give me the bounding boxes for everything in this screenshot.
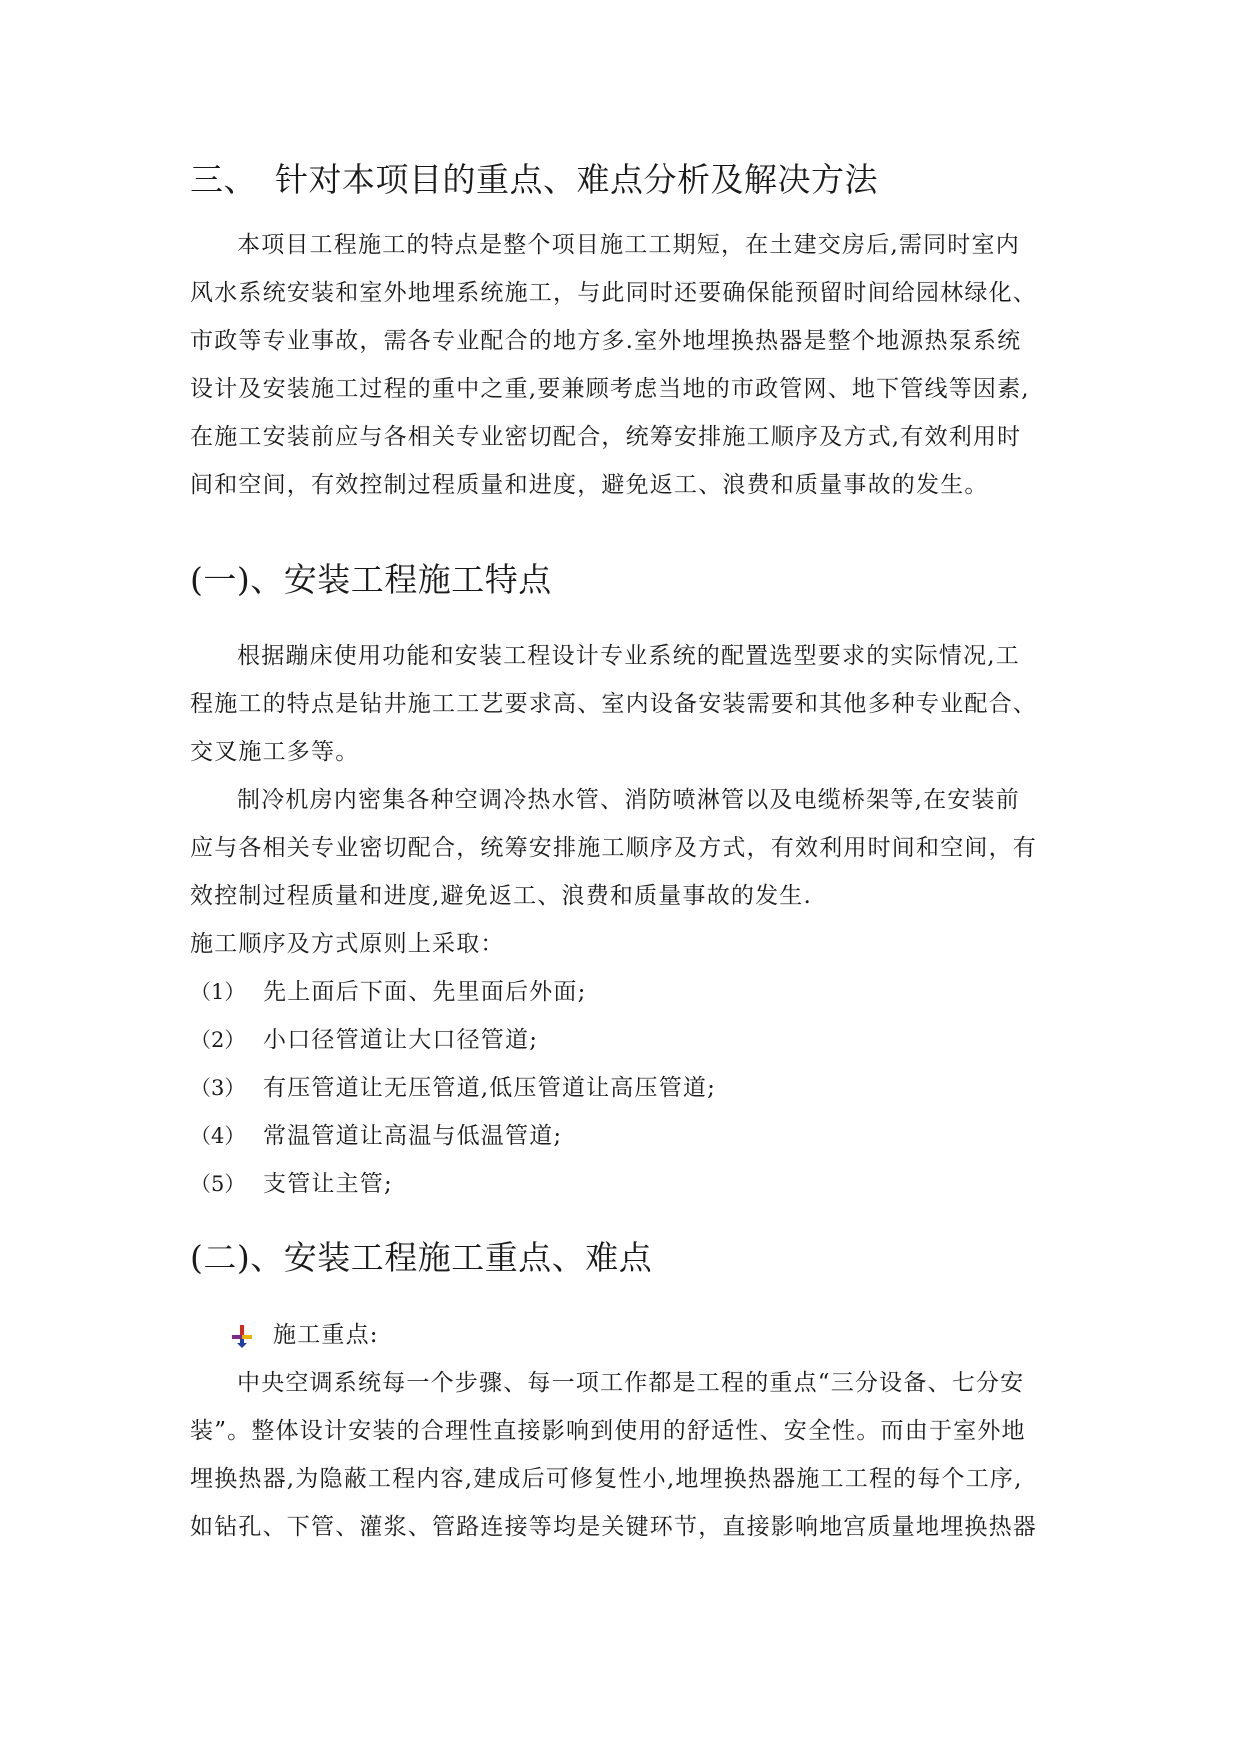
- list-item-number: （2）: [190, 1028, 246, 1052]
- subsection-title-1: (一)、安装工程施工特点: [190, 560, 552, 599]
- list-item-text: 小口径管道让大口径管道;: [263, 1027, 539, 1053]
- intro-line: 间和空间，有效控制过程质量和进度，避免返工、浪费和质量事故的发生。: [190, 472, 989, 498]
- intro-line: 风水系统安装和室外地埋系统施工，与此同时还要确保能预留时间给园林绿化、: [190, 280, 1037, 306]
- list-item-number: （1）: [190, 980, 246, 1004]
- machine-room-line: 效控制过程质量和进度,避免返工、浪费和质量事故的发生.: [190, 883, 813, 909]
- machine-room-line: 应与各相关专业密切配合，统筹安排施工顺序及方式，有效利用时间和空间，有: [190, 835, 1037, 861]
- subsection-title-2: (二)、安装工程施工重点、难点: [190, 1238, 653, 1277]
- features-line: 交叉施工多等。: [190, 739, 360, 765]
- intro-line: 本项目工程施工的特点是整个项目施工工期短，在土建交房后,需同时室内: [237, 232, 1020, 258]
- section-title-text: 针对本项目的重点、难点分析及解决方法: [275, 160, 878, 199]
- list-item-number: （5）: [190, 1172, 246, 1196]
- list-item-text: 常温管道让高温与低温管道;: [263, 1123, 563, 1149]
- key-points-line: 中央空调系统每一个步骤、每一项工作都是工程的重点“三分设备、七分安: [237, 1370, 1025, 1396]
- key-points-line: 如钻孔、下管、灌浆、管路连接等均是关键环节，直接影响地宫质量地埋换热器: [190, 1514, 1037, 1540]
- bullet-label: 施工重点:: [273, 1322, 379, 1348]
- list-item-number: （4）: [190, 1124, 246, 1148]
- key-points-line: 装”。整体设计安装的合理性直接影响到使用的舒适性、安全性。而由于室外地: [190, 1418, 1026, 1444]
- list-item-text: 先上面后下面、先里面后外面;: [263, 979, 587, 1005]
- list-item-number: （3）: [190, 1076, 246, 1100]
- intro-line: 在施工安装前应与各相关专业密切配合，统筹安排施工顺序及方式,有效利用时: [190, 424, 1022, 450]
- list-item-text: 支管让主管;: [263, 1171, 393, 1197]
- intro-line: 市政等专业事故，需各专业配合的地方多.室外地埋换热器是整个地源热泵系统: [190, 328, 1022, 354]
- features-line: 程施工的特点是钻井施工工艺要求高、室内设备安装需要和其他多种专业配合、: [190, 691, 1037, 717]
- intro-line: 设计及安装施工过程的重中之重,要兼顾考虑当地的市政管网、地下管线等因素,: [190, 376, 1030, 402]
- list-item-text: 有压管道让无压管道,低压管道让高压管道;: [263, 1075, 717, 1101]
- section-title: [190, 160, 878, 200]
- section-number: 三、: [190, 160, 257, 199]
- features-line: 根据蹦床使用功能和安装工程设计专业系统的配置选型要求的实际情况,工: [237, 643, 1020, 669]
- four-color-arrow-bullet-icon: [231, 1324, 253, 1348]
- key-points-line: 埋换热器,为隐蔽工程内容,建成后可修复性小,地埋换热器施工工程的每个工序,: [190, 1466, 1023, 1492]
- machine-room-line: 制冷机房内密集各种空调冷热水管、消防喷淋管以及电缆桥架等,在安装前: [237, 787, 1020, 813]
- principle-intro: 施工顺序及方式原则上采取：: [190, 931, 505, 957]
